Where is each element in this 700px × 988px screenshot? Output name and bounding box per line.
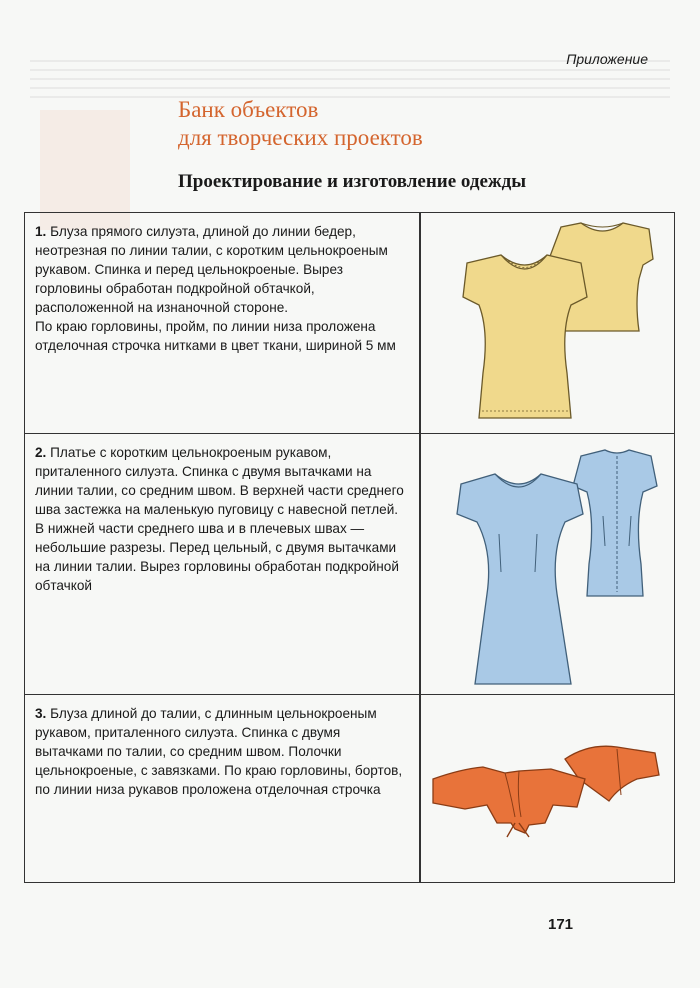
page-title-line1: Банк объектов xyxy=(178,97,319,122)
table-row xyxy=(25,434,674,695)
section-subtitle: Проектирование и изготовление одежды xyxy=(178,171,527,192)
projects-table xyxy=(24,212,675,883)
item-number: 3. xyxy=(35,706,47,721)
page-title-line2: для творческих проектов xyxy=(178,125,423,150)
item-text-extra: По краю горловины, пройм, по линии низа проложена отделочная строчка нитками в цвет ткани, шириной 5 мм xyxy=(35,319,396,353)
wrap-blouse-icon xyxy=(421,695,676,882)
page-title xyxy=(178,96,423,152)
item-description xyxy=(35,443,410,595)
item-text: Блуза прямого силуэта, длиной до линии бедер, неотрезная по линии талии, с коротким цельнокроеным рукавом. Спинка и перед цельнокроеные. Вырез горловины обработан подкройной обтачкой, расположенной на изнаночной стороне. xyxy=(35,224,388,315)
item-number: 1. xyxy=(35,224,47,239)
section-label: Приложение xyxy=(566,51,648,67)
blouse-icon xyxy=(421,213,676,433)
item-text: Блуза длиной до талии, с длинным цельнокроеным рукавом, приталенного силуэта. Спинка с двумя вытачками по талии, со средним швом. Полочки цельнокроеные, с завязками. По краю горловины, бортов, по линии низа рукавов проложена отделочная строчка xyxy=(35,706,403,797)
table-row xyxy=(25,213,674,434)
table-row xyxy=(25,695,674,882)
item-description xyxy=(35,222,410,355)
page-number: 171 xyxy=(548,916,574,933)
item-description xyxy=(35,704,410,799)
item-text: Платье с коротким цельнокроеным рукавом, приталенного силуэта. Спинка с двумя вытачками на линии талии, со средним швом. В верхней части среднего шва застежка на маленькую пуговицу с навесной петлей. В нижней части среднего шва и в плечевых швах — небольшие разрезы. Перед цельный, с двумя вытачками на линии талии. Вырез горловины обработан подкройной обтачкой xyxy=(35,445,404,593)
item-number: 2. xyxy=(35,445,47,460)
dress-icon xyxy=(421,434,676,694)
